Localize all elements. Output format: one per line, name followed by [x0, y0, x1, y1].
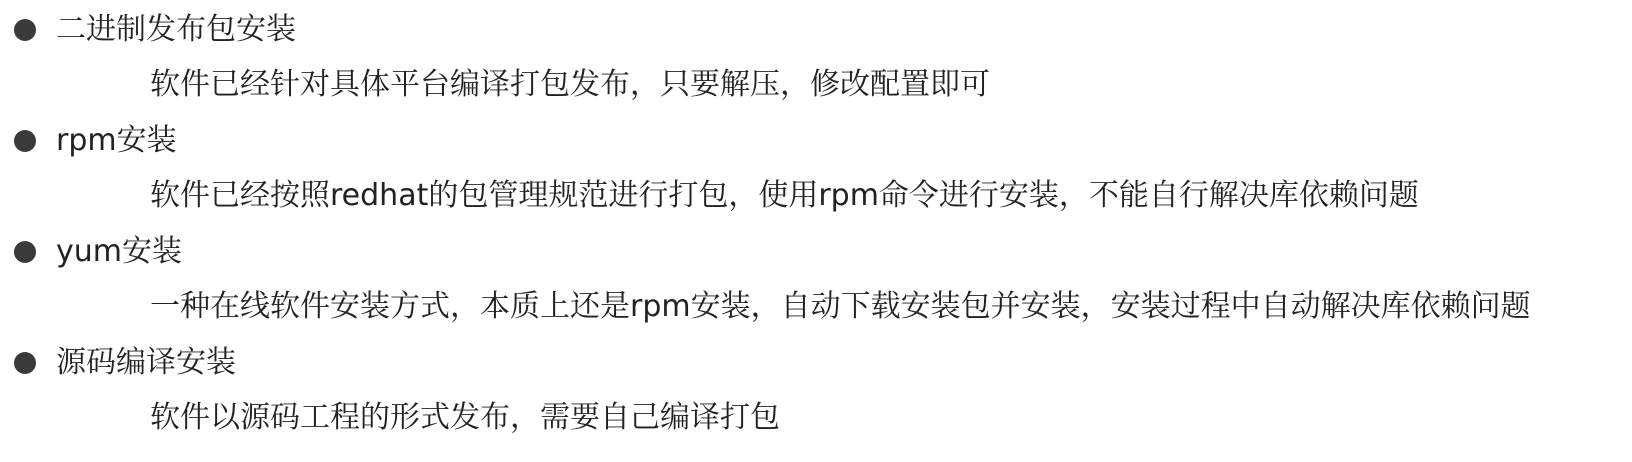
item-description: 软件以源码工程的形式发布，需要自己编译打包	[150, 400, 780, 435]
item-title: yum安装	[56, 234, 182, 269]
bullet-icon	[14, 241, 36, 263]
item-title: 源码编译安装	[56, 345, 236, 380]
item-description: 软件已经按照redhat的包管理规范进行打包，使用rpm命令进行安装，不能自行解决库依赖问题	[150, 178, 1419, 213]
item-title: rpm安装	[56, 123, 177, 158]
item-description: 一种在线软件安装方式，本质上还是rpm安装，自动下载安装包并安装，安装过程中自动解决库依赖问题	[150, 289, 1531, 324]
bullet-icon	[14, 352, 36, 374]
bullet-icon	[14, 130, 36, 152]
item-description: 软件已经针对具体平台编译打包发布，只要解压，修改配置即可	[150, 67, 990, 102]
bullet-icon	[14, 19, 36, 41]
item-title: 二进制发布包安装	[56, 12, 296, 47]
